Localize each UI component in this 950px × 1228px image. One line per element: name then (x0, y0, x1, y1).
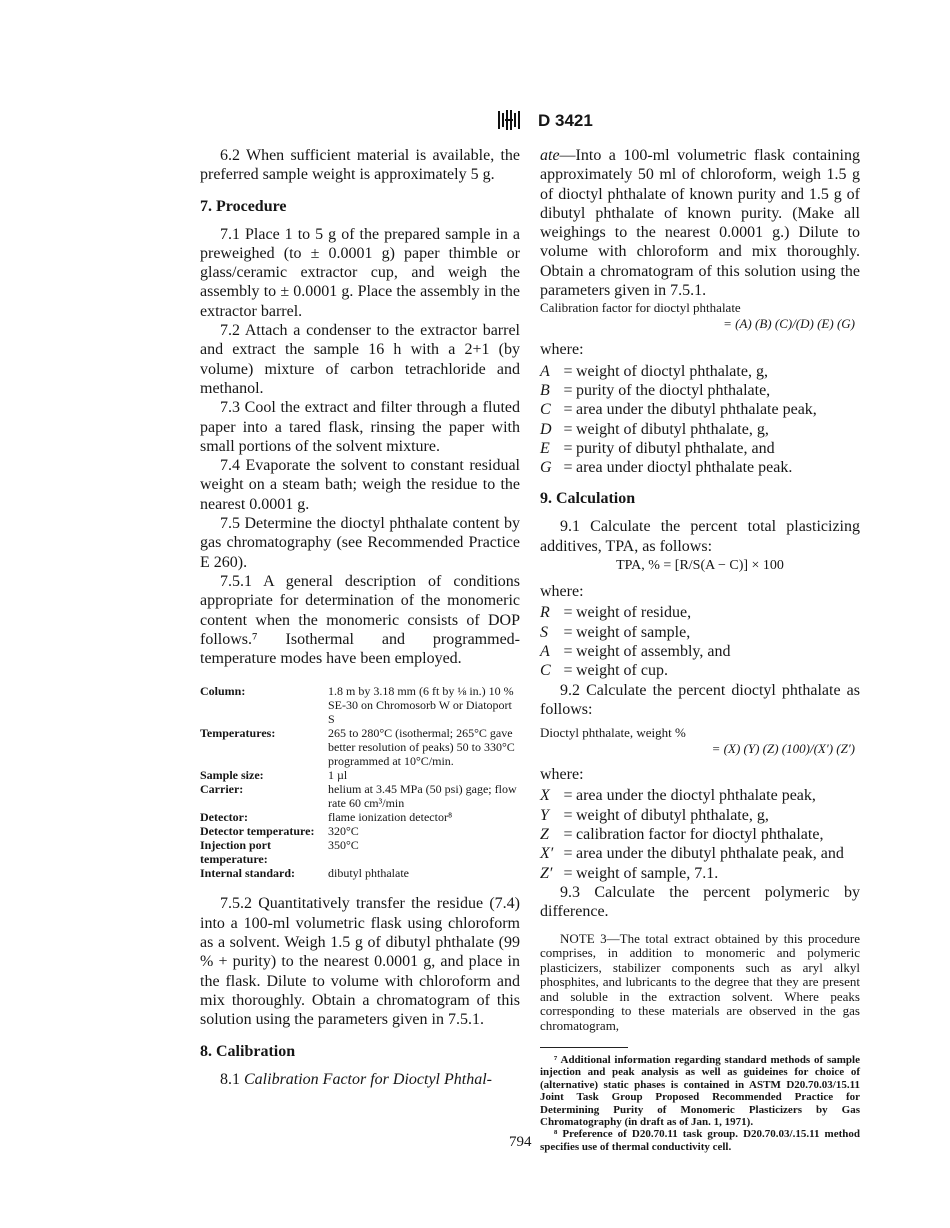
param-key: Temperatures: (200, 726, 276, 741)
note-3: NOTE 3—The total extract obtained by this procedure comprises, in addition to monomeric and polymeric plasticizers, stabilizer components such as aryl alkyl phosphites, and lubricants to the degree that they are present and soluble in the extraction solvent. Where peaks corresponding to these materials are observed in the gas chromatogram, (540, 930, 860, 1033)
param-key: Detector temperature: (200, 824, 315, 839)
list-item: A = weight of dioctyl phthalate, g, (540, 362, 860, 381)
right-column (540, 146, 860, 1153)
list-item: A = weight of assembly, and (540, 642, 860, 661)
paragraph-8-1-title: Calibration Factor for Dioctyl Phthal- (244, 1070, 492, 1088)
variable-symbol: Z′ (540, 864, 553, 882)
list-item: X′ = area under the dibutyl phthalate peak, and (540, 844, 860, 863)
variable-definition: calibration factor for dioctyl phthalate, (576, 826, 824, 844)
paragraph-8-1-body: —Into a 100-ml volumetric flask containing approximately 50 ml of chloroform, weigh 1.5 g of dioctyl phthalate of known purity and 1.5 g of dibutyl phthalate of known purity. (Make all weighings to the nearest 0.0001 g.) Dilute to volume with chloroform and mix thoroughly. Obtain a chromatogram of this solution using the parameters given in 7.5.1. (540, 147, 860, 300)
footnote-7: ⁷ Additional information regarding standard methods of sample injection and peak analysis as well as guideines for choice of (alternative) static phases is contained in ASTM D20.70.03/15.11 Joint Task Group Proposed Recommended Practice for Determining Purity of Monomeric Plasticizers by Gas Chromatography (in draft as of Jan. 1, 1971). (540, 1054, 860, 1129)
variable-definition: purity of dibutyl phthalate, and (576, 439, 775, 457)
variable-symbol: Z (540, 826, 549, 844)
paragraph-8-1-title-end: ate (540, 147, 560, 164)
variable-symbol: E (540, 439, 550, 457)
variable-definition: purity of the dioctyl phthalate, (576, 381, 771, 399)
paragraph-8-1-continued (540, 146, 860, 300)
paragraph-7-5-2: 7.5.2 Quantitatively transfer the residue (7.4) into a 100-ml volumetric flask using chloroform as a solvent. Weigh 1.5 g of dibutyl phthalate (99 % + purity) to the nearest 0.0001 g, and place in the flask. Dilute to volume with chloroform and mix thoroughly. Obtain a chromatogram of this solution using the parameters given in 7.5.1. (200, 895, 520, 1029)
param-value: 265 to 280°C (isothermal; 265°C gave better resolution of peaks) 50 to 330°C programmed at 10°C/min. (328, 726, 515, 769)
paragraph-7-1: 7.1 Place 1 to 5 g of the prepared sample in a preweighed (to ± 0.0001 g) paper thimble or glass/ceramic extractor cup, and weigh the assembly to ± 0.0001 g. Place the assembly in the extractor barrel. (200, 225, 520, 320)
calibration-variables (540, 362, 860, 478)
table-row (200, 782, 520, 810)
variable-definition: area under dioctyl phthalate peak. (576, 459, 793, 477)
variable-symbol: B (540, 381, 550, 399)
list-item: E = purity of dibutyl phthalate, and (540, 439, 860, 458)
list-item: D = weight of dibutyl phthalate, g, (540, 420, 860, 439)
variable-definition: weight of dibutyl phthalate, g, (576, 806, 769, 824)
param-value: helium at 3.45 MPa (50 psi) gage; flow rate 60 cm³/min (328, 782, 517, 811)
dop-weight-label: Dioctyl phthalate, weight % (540, 725, 686, 741)
param-value: 1 µl (328, 768, 348, 783)
list-item: X = area under the dioctyl phthalate peak, (540, 786, 860, 805)
table-row (200, 768, 520, 782)
variable-definition: weight of dibutyl phthalate, g, (576, 420, 769, 438)
variable-symbol: R (540, 604, 550, 622)
section-heading-calculation: 9. Calculation (540, 490, 636, 508)
section-heading-procedure: 7. Procedure (200, 197, 287, 215)
param-key: Internal standard: (200, 866, 296, 881)
variable-symbol: X′ (540, 845, 554, 863)
calibration-factor-label: Calibration factor for dioctyl phthalate (540, 300, 741, 316)
footnote-divider (540, 1047, 628, 1048)
paragraph-7-3: 7.3 Cool the extract and filter through a fluted paper into a tared flask, rinsing the paper with small portions of the solvent mixture. (200, 399, 520, 455)
list-item: G = area under dioctyl phthalate peak. (540, 458, 860, 477)
param-value: 1.8 m by 3.18 mm (6 ft by ⅛ in.) 10 % SE-30 on Chromosorb W or Diatoport S (328, 684, 514, 727)
paragraph-9-3: 9.3 Calculate the percent polymeric by difference. (540, 883, 860, 921)
paragraph-9-2: 9.2 Calculate the percent dioctyl phthalate as follows: (540, 681, 860, 718)
list-item: R = weight of residue, (540, 603, 860, 622)
calibration-formula: = (A) (B) (C)/(D) (E) (G) (723, 316, 855, 332)
variable-symbol: C (540, 401, 551, 419)
paragraph-7-2: 7.2 Attach a condenser to the extractor barrel and extract the sample 16 h with a 2+1 (by volume) mixture of carbon tetrachloride and methanol. (200, 322, 520, 397)
table-row (200, 684, 520, 726)
paragraph-7-5-1: 7.5.1 A general description of conditions appropriate for determination of the monomeric content when the monomeric consists of DOP follows.⁷ Isothermal and programmed-temperature modes have been employed. (200, 572, 520, 668)
variable-definition: weight of sample, (576, 623, 691, 641)
list-item: Z = calibration factor for dioctyl phthalate, (540, 825, 860, 844)
param-key: Detector: (200, 810, 248, 825)
variable-definition: weight of sample, 7.1. (576, 864, 719, 882)
param-key: Sample size: (200, 768, 264, 783)
standard-number: D 3421 (538, 111, 593, 130)
list-item: B = purity of the dioctyl phthalate, (540, 381, 860, 400)
variable-symbol: S (540, 623, 548, 641)
dop-variables (540, 786, 860, 882)
variable-definition: weight of residue, (576, 604, 692, 622)
section-heading-calibration: 8. Calibration (200, 1042, 296, 1060)
where-label: where: (540, 341, 584, 359)
astm-logo-icon (496, 108, 522, 132)
paragraph-7-4: 7.4 Evaporate the solvent to constant residual weight on a steam bath; weigh the residue to the nearest 0.0001 g. (200, 457, 520, 513)
left-column (200, 146, 520, 1089)
variable-definition: weight of dioctyl phthalate, g, (576, 362, 768, 380)
paragraph-7-5: 7.5 Determine the dioctyl phthalate content by gas chromatography (see Recommended Practice E 260). (200, 515, 520, 571)
where-label: where: (540, 583, 584, 601)
paragraph-6-2: 6.2 When sufficient material is available, the preferred sample weight is approximately 5 g. (200, 147, 520, 184)
paragraph-8-1 (200, 1070, 520, 1089)
list-item: C = weight of cup. (540, 661, 860, 680)
table-row (200, 824, 520, 838)
variable-definition: weight of cup. (576, 662, 668, 680)
variable-symbol: A (540, 362, 550, 380)
variable-symbol: D (540, 420, 552, 438)
variable-symbol: G (540, 459, 552, 477)
table-row (200, 810, 520, 824)
tpa-formula: TPA, % = [R/S(A − C)] × 100 (616, 558, 784, 574)
list-item: S = weight of sample, (540, 623, 860, 642)
gc-parameters-table (200, 684, 520, 880)
param-key: Column: (200, 684, 246, 699)
param-value: dibutyl phthalate (328, 866, 409, 881)
variable-symbol: C (540, 662, 551, 680)
paragraph-8-1-number: 8.1 (220, 1070, 240, 1088)
list-item: Y = weight of dibutyl phthalate, g, (540, 806, 860, 825)
where-label: where: (540, 766, 584, 784)
variable-symbol: A (540, 642, 550, 660)
variable-definition: area under the dioctyl phthalate peak, (576, 787, 816, 805)
variable-definition: area under the dibutyl phthalate peak, (576, 401, 817, 419)
tpa-variables (540, 603, 860, 680)
variable-definition: weight of assembly, and (576, 642, 731, 660)
list-item: C = area under the dibutyl phthalate peak, (540, 400, 860, 419)
table-row (200, 726, 520, 768)
param-value: 320°C (328, 824, 359, 839)
param-key: Carrier: (200, 782, 244, 797)
param-key: Injection port temperature: (200, 838, 271, 867)
list-item: Z′ = weight of sample, 7.1. (540, 864, 860, 883)
footnote-8: ⁸ Preference of D20.70.11 task group. D20.70.03/.15.11 method specifies use of thermal conductivity cell. (540, 1128, 860, 1153)
page-number: 794 (509, 1134, 532, 1150)
variable-symbol: Y (540, 806, 549, 824)
table-row (200, 838, 520, 866)
variable-symbol: X (540, 787, 550, 805)
table-row (200, 866, 520, 880)
dop-formula: = (X) (Y) (Z) (100)/(X′) (Z′) (711, 741, 855, 757)
variable-definition: area under the dibutyl phthalate peak, and (576, 845, 844, 863)
param-value: 350°C (328, 838, 359, 853)
paragraph-9-1: 9.1 Calculate the percent total plasticizing additives, TPA, as follows: (540, 518, 860, 555)
param-value: flame ionization detector⁸ (328, 810, 453, 825)
